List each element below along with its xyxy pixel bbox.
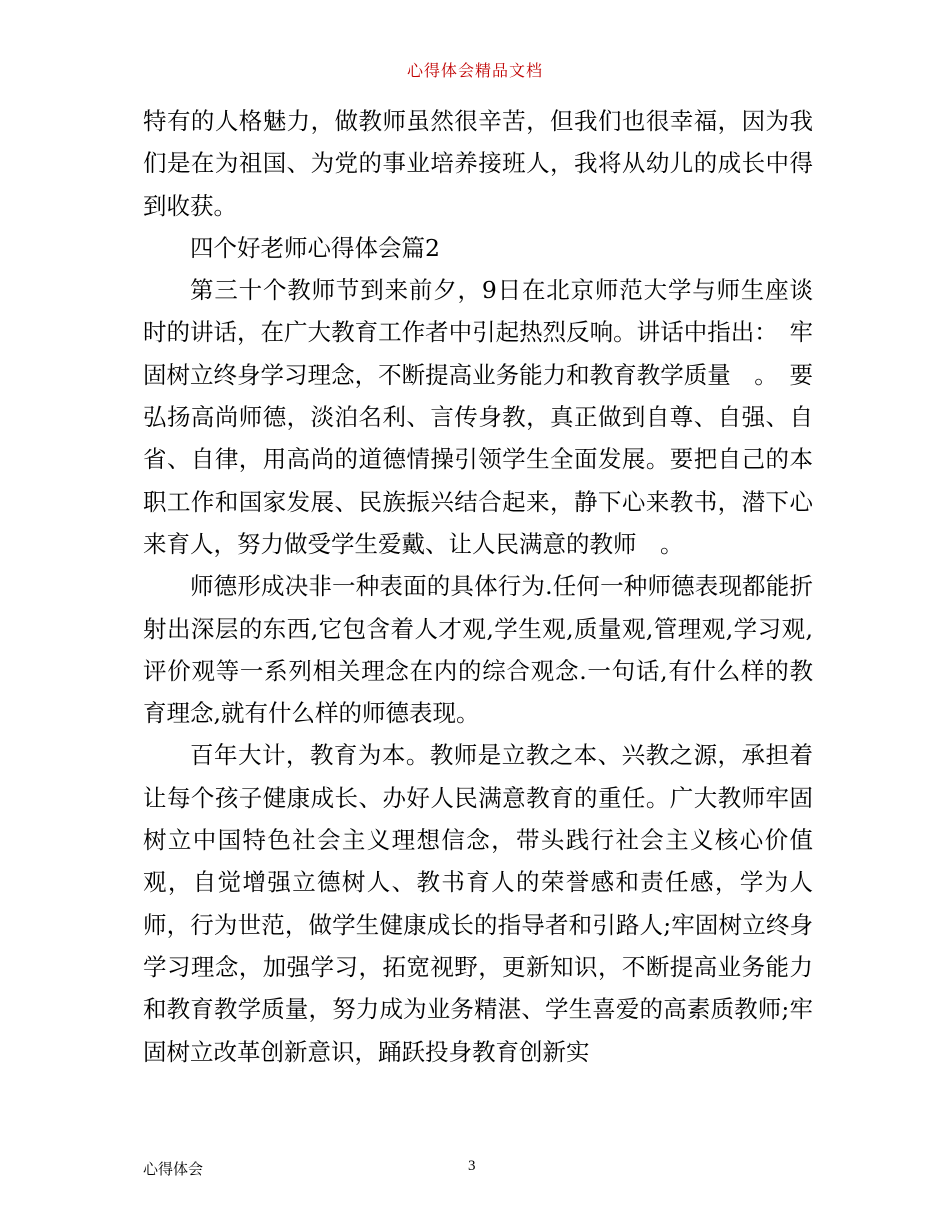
paragraph-continued: 特有的人格魅力，做教师虽然很辛苦，但我们也很幸福，因为我们是在为祖国、为党的事业培养接班人，我将从幼儿的成长中得到收获。 (143, 107, 813, 220)
page-header-title: 心得体会精品文档 (406, 61, 543, 80)
page-footer-label: 心得体会 (143, 1160, 204, 1178)
paragraph: 师德形成决非一种表面的具体行为.任何一种师德表现都能折射出深层的东西,它包含着人才观,学生观,质量观,管理观,学习观,评价观等一系列相关理念在内的综合观念.一句话,有什么样的教育理念,就有什么样的师德表现。 (143, 572, 813, 728)
paragraph: 百年大计，教育为本。教师是立教之本、兴教之源，承担着让每个孩子健康成长、办好人民满意教育的重任。广大教师牢固树立中国特色社会主义理想信念，带头践行社会主义核心价值观，自觉增强立德树人、教书育人的荣誉感和责任感，学为人师，行为世范，做学生健康成长的指导者和引路人;牢固树立终身学习理念，加强学习，拓宽视野，更新知识，不断提高业务能力和教育教学质量，努力成为业务精湛、学生喜爱的高素质教师;牢固树立改革创新意识，踊跃投身教育创新实 (143, 741, 813, 1066)
page-number: 3 (468, 1158, 476, 1174)
document-body (143, 100, 813, 1073)
paragraph: 第三十个教师节到来前夕，9日在北京师范大学与师生座谈时的讲话，在广大教育工作者中引起热烈反响。讲话中指出： 牢固树立终身学习理念，不断提高业务能力和教育教学质量 。 要弘扬高尚师德，淡泊名利、言传身教，真正做到自尊、自强、自省、自律，用高尚的道德情操引领学生全面发展。要把自己的本职工作和国家发展、民族振兴结合起来，静下心来教书，潜下心来育人，努力做受学生爱戴、让人民满意的教师 。 (143, 276, 813, 558)
section-heading: 四个好老师心得体会篇2 (190, 233, 440, 262)
